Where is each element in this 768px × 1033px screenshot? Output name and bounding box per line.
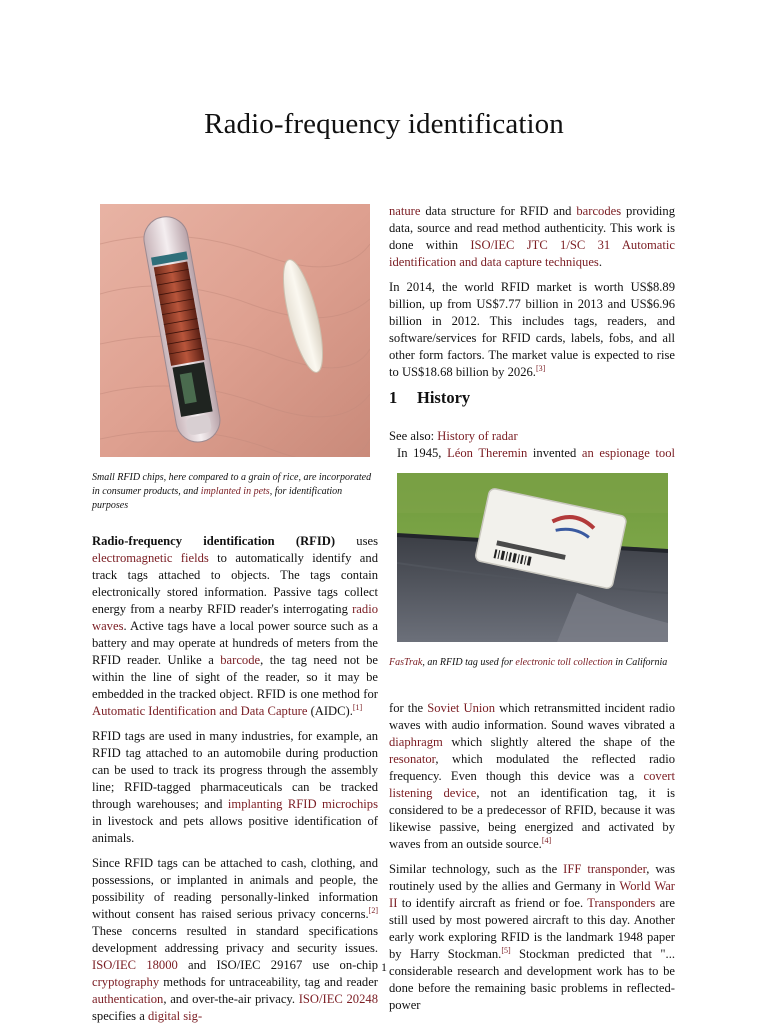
text: invented (527, 446, 582, 460)
right-column-top (389, 203, 675, 389)
text: Stockman predicted that "... considerable research and development work has to be done before the remaining basic problems in reflected-power (389, 947, 675, 1012)
link-transponders[interactable]: Transponders (587, 896, 656, 910)
reference-5[interactable]: [5] (501, 946, 511, 955)
text: to identify aircraft as friend or foe. (397, 896, 588, 910)
theremin-paragraph (389, 700, 675, 853)
fastrak-tag-photo (397, 473, 668, 642)
link-implanted-in-pets[interactable]: implanted in pets (200, 486, 270, 497)
abbr-bold (275, 534, 335, 548)
reference-4[interactable]: [4] (541, 836, 552, 845)
link-barcode[interactable]: barcode (220, 653, 261, 667)
history-section-heading-wrap (389, 389, 675, 406)
text: (AIDC). (307, 704, 353, 718)
text: to automatically identify and track tags attached to objects. The tags contain electronically stored information. Passive tags collect energy from a nearby RFID reader's interrogating (92, 551, 378, 616)
text: are still used by most powered aircraft to this day. Another early work exploring RFID is the landmark 1948 paper by Harry Stockman. (389, 896, 675, 961)
link-aidc[interactable]: Automatic Identification and Data Capture (92, 704, 308, 718)
caption-text: in California (612, 657, 668, 668)
text: which retransmitted incident radio waves with audio information. Sound waves vibrated a (389, 701, 675, 732)
caption-text: , an RFID tag used for (422, 657, 516, 668)
reference-1[interactable]: [1] (352, 703, 363, 712)
link-digital-signature[interactable]: digital sig- (147, 1009, 203, 1023)
see-also-label: See also: (389, 429, 438, 443)
text: which slightly altered the shape of the (442, 735, 675, 749)
section-heading-history (389, 389, 675, 406)
text: and ISO/IEC 29167 use on-chip (177, 958, 379, 972)
link-world-war-ii[interactable]: World War II (389, 879, 676, 910)
text: Since RFID tags can be attached to cash, clothing, and possessions, or implanted in animals and people, the possibility of reading personally-linked information without consent has raised serious privacy concerns. (92, 856, 378, 921)
text: . (598, 255, 602, 269)
text: specifies a (92, 1009, 148, 1023)
link-resonator[interactable]: resonator (389, 752, 436, 766)
signature-continuation (389, 203, 675, 271)
text: , and over-the-air privacy. (163, 992, 299, 1006)
text: In 1945, (397, 446, 448, 460)
article-title: Radio-frequency identification (204, 108, 564, 140)
link-soviet-union[interactable]: Soviet Union (427, 701, 495, 715)
text: , the tag need not be within the line of sight of the reader, so it may be embedded in the tracked object. RFID is one method for (92, 653, 378, 701)
text: Similar technology, such as the (389, 862, 564, 876)
text: , which modulated the reflected radio frequency. Even though this device was a (389, 752, 675, 783)
link-iff-transponder[interactable]: IFF transponder (563, 862, 647, 876)
text: , not an identification tag, it is considered to be a predecessor of RFID, because it was likewise passive, being energized and activated by waves from an outside source. (389, 786, 675, 851)
link-espionage-tool[interactable]: an espionage tool (581, 446, 675, 460)
market-paragraph (389, 279, 675, 381)
figure1-caption (92, 471, 378, 513)
iff-paragraph (389, 861, 675, 1014)
link-signature[interactable]: nature (389, 204, 421, 218)
term-bold: Radio-frequency identification (92, 534, 275, 548)
text: providing data, source and read method authenticity. This work is done within (389, 204, 675, 252)
history-first-line (389, 445, 675, 462)
link-iso-iec-18000[interactable]: ISO/IEC 18000 (92, 958, 178, 972)
reference-3[interactable]: [3] (535, 364, 546, 373)
reference-2[interactable]: [2] (368, 906, 378, 915)
link-fastrak[interactable]: FasTrak (389, 657, 423, 668)
figure2-caption (389, 656, 675, 670)
link-leon-theremin[interactable]: Léon Theremin (447, 446, 528, 460)
text: in livestock and pets allows positive identification of animals. (92, 814, 378, 845)
text: In 2014, the world RFID market is worth US$8.89 billion, up from US$7.77 billion in 2013 and US$6.96 billion in 2012. This includes tags, readers, and software/services for RFID cards, labels, fobs, and all other form factors. The market value is expected to rise to US$18.68 billion by 2026. (389, 280, 675, 379)
link-diaphragm[interactable]: diaphragm (389, 735, 443, 749)
left-column-text (92, 533, 378, 1033)
text: uses (335, 534, 378, 548)
text: , was routinely used by the allies and Germany in (389, 862, 675, 893)
link-covert-listening-device[interactable]: covert listening device (389, 769, 675, 800)
text: methods for untraceability, tag and reader (159, 975, 378, 989)
page-number: 1 (381, 960, 387, 974)
link-authentication[interactable]: authentication (92, 992, 164, 1006)
privacy-paragraph (92, 855, 378, 1025)
link-jtc1-sc31[interactable]: ISO/IEC JTC 1/SC 31 Automatic identification and data capture techniques (389, 238, 675, 269)
link-iso-iec-20248[interactable]: ISO/IEC 20248 (298, 992, 378, 1006)
abbr-text: (RFID) (295, 534, 336, 548)
text: for the (389, 701, 428, 715)
intro-paragraph (92, 533, 378, 720)
text: data structure for RFID and (420, 204, 577, 218)
section-title: History (417, 388, 471, 407)
link-implanting-rfid-microchips[interactable]: implanting RFID microchips (227, 797, 378, 811)
caption-text: Small RFID chips, here compared to a grain of rice, are incorporated in consumer products, and (92, 472, 372, 497)
link-barcodes[interactable]: barcodes (576, 204, 622, 218)
history-intro (389, 428, 675, 462)
text: RFID tags are used in many industries, for example, an RFID tag attached to an automobile during production can be used to track its progress through the assembly line; RFID-tagged pharmaceuticals can be tracked through warehouses; and (92, 729, 378, 811)
caption-text: , for identification purposes (92, 486, 343, 511)
link-cryptography[interactable]: cryptography (92, 975, 160, 989)
rfid-chip-photo (100, 204, 370, 457)
link-electromagnetic-fields[interactable]: electromagnetic fields (92, 551, 209, 565)
link-electronic-toll-collection[interactable]: electronic toll collection (515, 657, 613, 668)
see-also-line (389, 428, 675, 445)
link-radio-waves[interactable]: radio waves (92, 602, 378, 633)
section-number: 1 (389, 388, 398, 407)
text: . Active tags have a local power source such as a battery and may operate at hundreds of meters from the RFID reader. Unlike a (92, 619, 378, 667)
link-history-of-radar[interactable]: History of radar (437, 429, 518, 443)
text: These concerns resulted in standard specifications development addressing privacy and security issues. (92, 924, 378, 955)
industries-paragraph (92, 728, 378, 847)
